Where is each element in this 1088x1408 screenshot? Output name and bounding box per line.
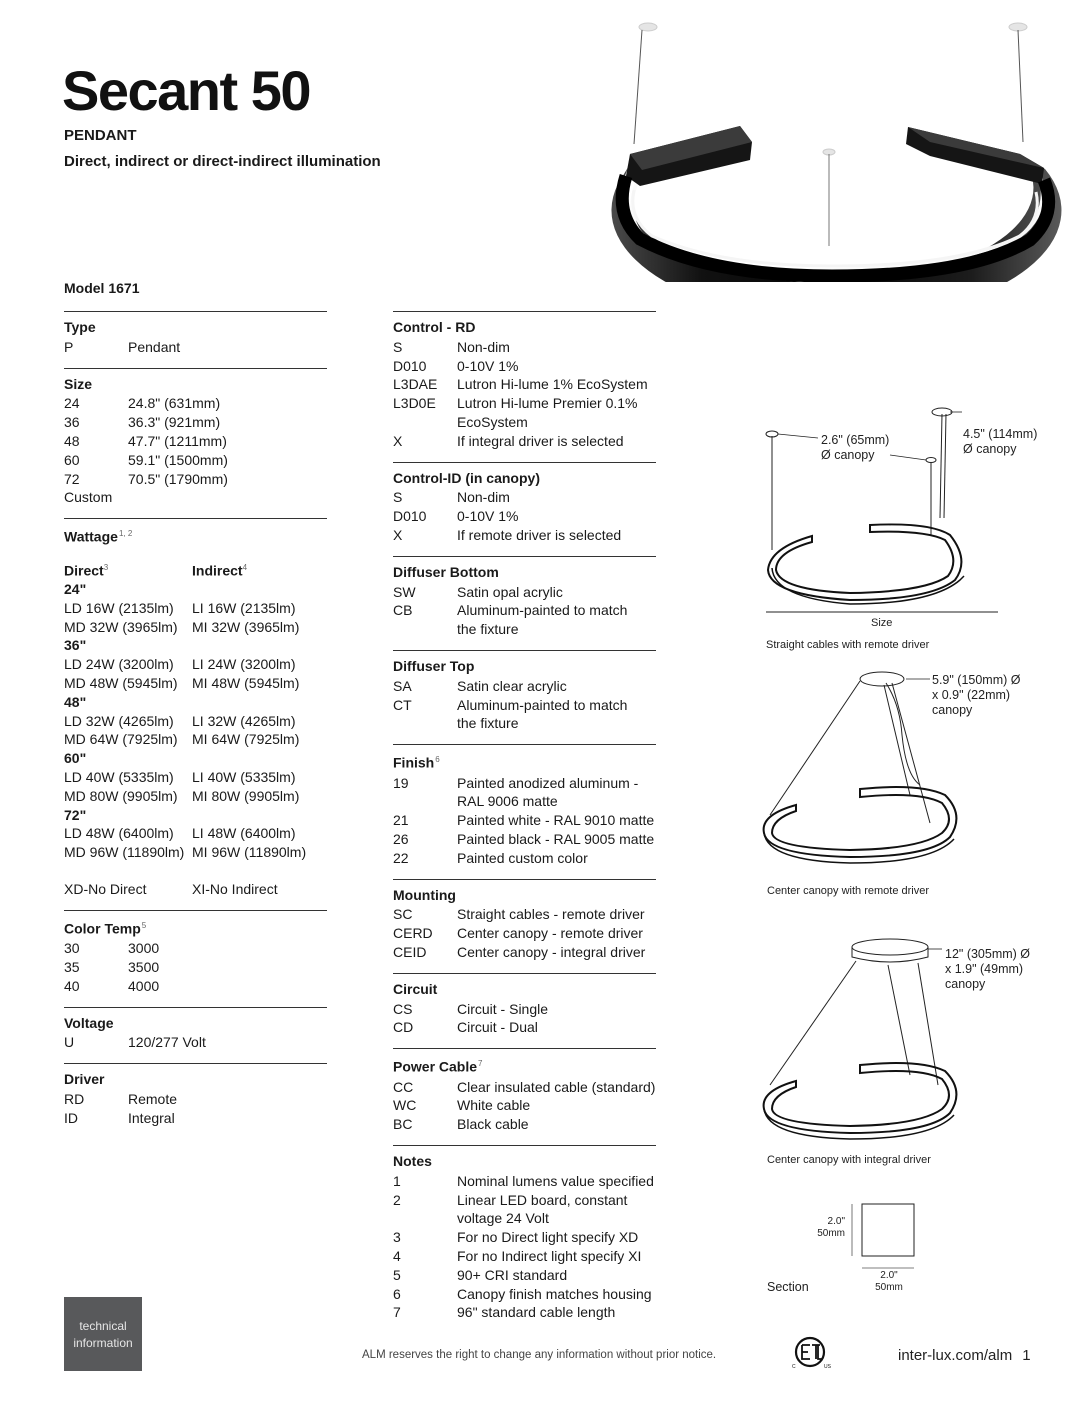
power-cable-heading (393, 1055, 656, 1076)
control-id-heading: Control-ID (in canopy) (393, 469, 540, 486)
option-value: If remote driver is selected (457, 526, 622, 543)
size-label: Size (871, 617, 893, 629)
option-code: CD (393, 1019, 414, 1036)
page-number: 1 (1022, 1347, 1031, 1364)
dim-text: 2.6" (65mm) (821, 433, 890, 447)
table-row (64, 451, 327, 470)
table-row (393, 1247, 656, 1266)
direct-value: LD 16W (2135lm) (64, 599, 174, 616)
table-row (393, 830, 656, 849)
option-value: Center canopy - integral driver (457, 943, 646, 960)
wattage-none-options (64, 880, 327, 899)
option-value: If integral driver is selected (457, 432, 624, 449)
dim-text: x 0.9" (22mm) (932, 688, 1011, 702)
note-text: For no Indirect light specify XI (457, 1247, 642, 1264)
option-code: S (393, 338, 403, 355)
option-value: Painted anodized aluminum - RAL 9006 matte (457, 774, 639, 810)
option-code: SC (393, 906, 413, 923)
option-value: 59.1" (1500mm) (128, 451, 228, 468)
table-row (393, 432, 656, 451)
direct-value: LD 24W (3200lm) (64, 656, 174, 673)
option-value: Circuit - Single (457, 1000, 549, 1017)
direct-value: MD 64W (7925lm) (64, 731, 178, 748)
table-row (64, 394, 327, 413)
note-text: Canopy finish matches housing (457, 1285, 652, 1302)
direct-value: MD 48W (5945lm) (64, 675, 178, 692)
option-value: 70.5" (1790mm) (128, 470, 228, 487)
dim-text: 50mm (817, 1228, 845, 1239)
option-value: 120/277 Volt (128, 1034, 206, 1051)
footnote-ref: 1, 2 (118, 529, 133, 539)
dim-center-canopy-remote (932, 673, 1021, 718)
table-row (64, 1033, 327, 1052)
table-row (393, 811, 656, 830)
note-number: 3 (393, 1229, 401, 1246)
option-value: 3000 (128, 940, 160, 957)
caption-straight-cables: Straight cables with remote driver (766, 639, 930, 651)
footer-url (898, 1347, 1031, 1364)
spec-column-middle (393, 311, 656, 1333)
footnote-ref: 3 (103, 562, 109, 572)
driver-heading: Driver (64, 1071, 105, 1088)
wattage-size-label: 48" (64, 693, 87, 710)
option-value: 47.7" (1211mm) (128, 432, 227, 449)
dim-large-canopy (963, 427, 1037, 457)
option-value: 3500 (128, 959, 160, 976)
table-row (393, 1172, 656, 1191)
footnote-ref: 6 (435, 755, 440, 765)
option-value: 0-10V 1% (457, 357, 519, 374)
note-number: 1 (393, 1172, 401, 1189)
product-title: Secant 50 (62, 59, 310, 122)
dim-text: 4.5" (114mm) (963, 427, 1038, 441)
option-code: CEID (393, 943, 427, 960)
option-code: 60 (64, 451, 80, 468)
indirect-label: Indirect (192, 562, 243, 579)
table-row (393, 526, 656, 545)
dim-text: Ø canopy (963, 442, 1017, 456)
table-row (64, 432, 327, 451)
option-value: Remote (128, 1091, 178, 1108)
dim-small-canopy (821, 433, 889, 463)
table-row (64, 712, 327, 731)
option-code: 36 (64, 414, 80, 431)
dim-text: 2.0" (880, 1270, 898, 1281)
website-link[interactable]: inter-lux.com/alm (898, 1347, 1013, 1364)
finish-heading (393, 751, 656, 772)
option-value: Aluminum-painted to match the fixture (457, 696, 628, 732)
option-code: 21 (393, 812, 409, 829)
option-code: U (64, 1034, 75, 1051)
table-row (64, 1109, 327, 1128)
power-cable-section (393, 1048, 656, 1145)
option-value: Circuit - Dual (457, 1019, 538, 1036)
option-code: Custom (64, 489, 113, 506)
option-code: X (393, 526, 403, 543)
indirect-value: LI 32W (4265lm) (192, 712, 296, 729)
table-row (64, 674, 327, 693)
indirect-value: MI 64W (7925lm) (192, 731, 300, 748)
no-indirect-option: XI-No Indirect (192, 881, 278, 898)
table-row (64, 843, 327, 862)
option-code: BC (393, 1116, 413, 1133)
table-row (393, 1078, 656, 1097)
dim-center-canopy-integral (945, 947, 1030, 992)
option-value: Pendant (128, 338, 181, 355)
option-code: 26 (393, 830, 409, 847)
option-code: X (393, 432, 403, 449)
table-row (393, 1266, 656, 1285)
option-value: Lutron Hi-lume Premier 0.1% EcoSystem (457, 395, 638, 430)
dim-text: canopy (945, 977, 986, 991)
diffuser-bottom-section (393, 556, 656, 650)
option-code: CB (393, 602, 413, 619)
option-value: Non-dim (457, 338, 510, 355)
option-value: White cable (457, 1097, 531, 1114)
option-code: CS (393, 1000, 413, 1017)
table-row (64, 413, 327, 432)
option-code: CT (393, 696, 412, 713)
power-cable-heading-text: Power Cable (393, 1058, 478, 1075)
diffuser-top-section (393, 650, 656, 744)
indirect-value: MI 48W (5945lm) (192, 675, 300, 692)
direct-value: LD 32W (4265lm) (64, 712, 174, 729)
table-row (393, 1018, 656, 1037)
note-number: 4 (393, 1247, 401, 1264)
note-number: 7 (393, 1304, 401, 1321)
indirect-value: LI 40W (5335lm) (192, 769, 296, 786)
option-code: WC (393, 1097, 417, 1114)
badge-line: technical (79, 1319, 127, 1333)
indirect-value: LI 24W (3200lm) (192, 656, 296, 673)
note-text: 96" standard cable length (457, 1304, 616, 1321)
wattage-section (64, 518, 327, 910)
option-code: 40 (64, 977, 80, 994)
finish-heading-text: Finish (393, 754, 435, 771)
table-row (64, 470, 327, 489)
table-row (393, 488, 656, 507)
option-code: 24 (64, 395, 80, 412)
footnote-ref: 4 (242, 562, 248, 572)
note-text: 90+ CRI standard (457, 1266, 568, 1283)
table-row (64, 488, 327, 507)
voltage-heading: Voltage (64, 1014, 114, 1031)
option-code: RD (64, 1091, 85, 1108)
option-value: 24.8" (631mm) (128, 395, 221, 412)
table-row (393, 507, 656, 526)
option-code: SW (393, 583, 416, 600)
dim-text: 5.9" (150mm) Ø (932, 673, 1021, 687)
option-code: 22 (393, 849, 409, 866)
dim-text: 12" (305mm) Ø (945, 947, 1031, 961)
section-drawing (846, 1198, 926, 1278)
product-description: Direct, indirect or direct-indirect illumination (64, 153, 381, 170)
option-code: 19 (393, 774, 409, 791)
svg-text:C: C (792, 1364, 796, 1370)
option-value: Black cable (457, 1116, 529, 1133)
table-row (64, 824, 327, 843)
indirect-value: LI 16W (2135lm) (192, 599, 296, 616)
option-code: L3DAE (393, 376, 438, 393)
finish-section (393, 744, 656, 878)
wattage-heading (64, 525, 327, 546)
table-row (64, 730, 327, 749)
badge-line: information (73, 1336, 133, 1350)
mounting-section (393, 879, 656, 973)
option-code: CC (393, 1078, 414, 1095)
disclaimer: ALM reserves the right to change any information without prior notice. (362, 1349, 717, 1361)
table-row (64, 618, 327, 637)
option-value: Satin opal acrylic (457, 583, 563, 600)
indirect-value: LI 48W (6400lm) (192, 825, 296, 842)
table-row (393, 394, 656, 432)
table-row (64, 787, 327, 806)
option-code: 72 (64, 470, 80, 487)
size-section (64, 368, 327, 519)
option-value: Aluminum-painted to match the fixture (457, 602, 628, 638)
table-row (393, 1096, 656, 1115)
option-value: Satin clear acrylic (457, 677, 567, 694)
note-number: 6 (393, 1285, 401, 1302)
table-row (64, 768, 327, 787)
caption-center-canopy-remote: Center canopy with remote driver (767, 885, 930, 897)
section-width-dim (870, 1270, 908, 1294)
table-row (393, 357, 656, 376)
table-row (393, 1303, 656, 1322)
etl-listed-icon (788, 1335, 832, 1371)
product-hero-image (600, 14, 1070, 282)
option-value: Clear insulated cable (standard) (457, 1078, 656, 1095)
wattage-size-label: 24" (64, 581, 87, 598)
direct-header (64, 559, 192, 580)
driver-section (64, 1063, 327, 1138)
color-temp-heading-text: Color Temp (64, 920, 141, 937)
circuit-section (393, 973, 656, 1048)
size-heading: Size (64, 375, 93, 392)
circuit-heading: Circuit (393, 980, 438, 997)
wattage-size-label: 72" (64, 806, 87, 823)
option-code: 35 (64, 959, 80, 976)
option-code: 30 (64, 940, 80, 957)
table-row (64, 939, 327, 958)
option-value: Painted black - RAL 9005 matte (457, 830, 655, 847)
option-code: ID (64, 1109, 78, 1126)
model-number: Model 1671 (64, 280, 140, 296)
table-row (393, 1000, 656, 1019)
footnote-ref: 5 (141, 920, 147, 930)
color-temp-section (64, 910, 327, 1007)
no-direct-option: XD-No Direct (64, 881, 147, 898)
color-temp-heading (64, 917, 327, 938)
option-value: Painted custom color (457, 849, 588, 866)
type-heading: Type (64, 319, 96, 335)
option-code: P (64, 338, 74, 355)
caption-center-canopy-integral: Center canopy with integral driver (767, 1154, 931, 1166)
note-text: Nominal lumens value specified (457, 1172, 654, 1189)
section-height-dim (815, 1216, 845, 1240)
table-row (393, 375, 656, 394)
direct-value: MD 32W (3965lm) (64, 618, 178, 635)
option-value: Center canopy - remote driver (457, 925, 643, 942)
table-row (393, 924, 656, 943)
option-value: Integral (128, 1109, 175, 1126)
option-value: 0-10V 1% (457, 508, 519, 525)
dim-text: Ø canopy (821, 448, 875, 462)
option-code: SA (393, 677, 412, 694)
table-row (393, 1285, 656, 1304)
table-row (393, 905, 656, 924)
option-code: D010 (393, 508, 427, 525)
table-row (393, 338, 656, 357)
wattage-size-label: 36" (64, 637, 87, 654)
option-code: S (393, 489, 403, 506)
dim-text: 50mm (875, 1282, 903, 1293)
option-value: Lutron Hi-lume 1% EcoSystem (457, 376, 648, 393)
svg-text:US: US (824, 1364, 831, 1370)
table-row (64, 1090, 327, 1109)
diffuser-bottom-heading: Diffuser Bottom (393, 563, 499, 580)
option-value: Non-dim (457, 489, 510, 506)
table-row (393, 849, 656, 868)
table-row (64, 977, 327, 996)
indirect-value: MI 96W (11890lm) (192, 844, 307, 861)
option-value: 36.3" (921mm) (128, 414, 221, 431)
control-rd-section (393, 311, 656, 462)
table-row (393, 677, 656, 696)
type-section (64, 311, 327, 368)
direct-value: MD 96W (11890lm) (64, 844, 185, 861)
spec-column-left (64, 311, 327, 1139)
footnote-ref: 7 (478, 1059, 483, 1069)
control-rd-heading: Control - RD (393, 319, 476, 335)
product-subtitle: PENDANT (64, 127, 137, 144)
table-row (393, 943, 656, 962)
wattage-column-headers (64, 559, 327, 580)
mounting-heading: Mounting (393, 886, 456, 903)
table-row (64, 599, 327, 618)
table-row (393, 1191, 656, 1229)
indirect-header (192, 559, 320, 580)
note-number: 2 (393, 1191, 401, 1208)
table-row (393, 1228, 656, 1247)
table-row (64, 655, 327, 674)
note-text: For no Direct light specify XD (457, 1229, 639, 1246)
notes-section (393, 1145, 656, 1333)
table-row (393, 696, 656, 734)
direct-value: MD 80W (9905lm) (64, 787, 178, 804)
direct-label: Direct (64, 562, 104, 579)
table-row (393, 601, 656, 639)
option-value: 4000 (128, 977, 160, 994)
table-row (393, 583, 656, 602)
notes-heading: Notes (393, 1153, 432, 1169)
wattage-heading-text: Wattage (64, 528, 118, 545)
table-row (64, 338, 327, 357)
note-text: Linear LED board, constant voltage 24 Volt (457, 1191, 628, 1227)
wattage-size-label: 60" (64, 750, 87, 767)
direct-value: LD 48W (6400lm) (64, 825, 174, 842)
option-value: Straight cables - remote driver (457, 906, 645, 923)
dim-text: 2.0" (827, 1216, 845, 1227)
option-code: L3D0E (393, 395, 436, 412)
control-id-section (393, 462, 656, 556)
table-row (64, 958, 327, 977)
section-label: Section (767, 1280, 809, 1294)
technical-info-badge (64, 1297, 142, 1371)
direct-value: LD 40W (5335lm) (64, 769, 174, 786)
dim-text: x 1.9" (49mm) (945, 962, 1024, 976)
indirect-value: MI 32W (3965lm) (192, 618, 300, 635)
table-row (393, 1115, 656, 1134)
option-value: Painted white - RAL 9010 matte (457, 812, 655, 829)
option-code: CERD (393, 925, 433, 942)
voltage-section (64, 1007, 327, 1064)
option-code: D010 (393, 357, 427, 374)
table-row (393, 774, 656, 812)
dim-text: canopy (932, 703, 973, 717)
note-number: 5 (393, 1266, 401, 1283)
option-code: 48 (64, 432, 80, 449)
indirect-value: MI 80W (9905lm) (192, 787, 300, 804)
diffuser-top-heading: Diffuser Top (393, 657, 475, 674)
